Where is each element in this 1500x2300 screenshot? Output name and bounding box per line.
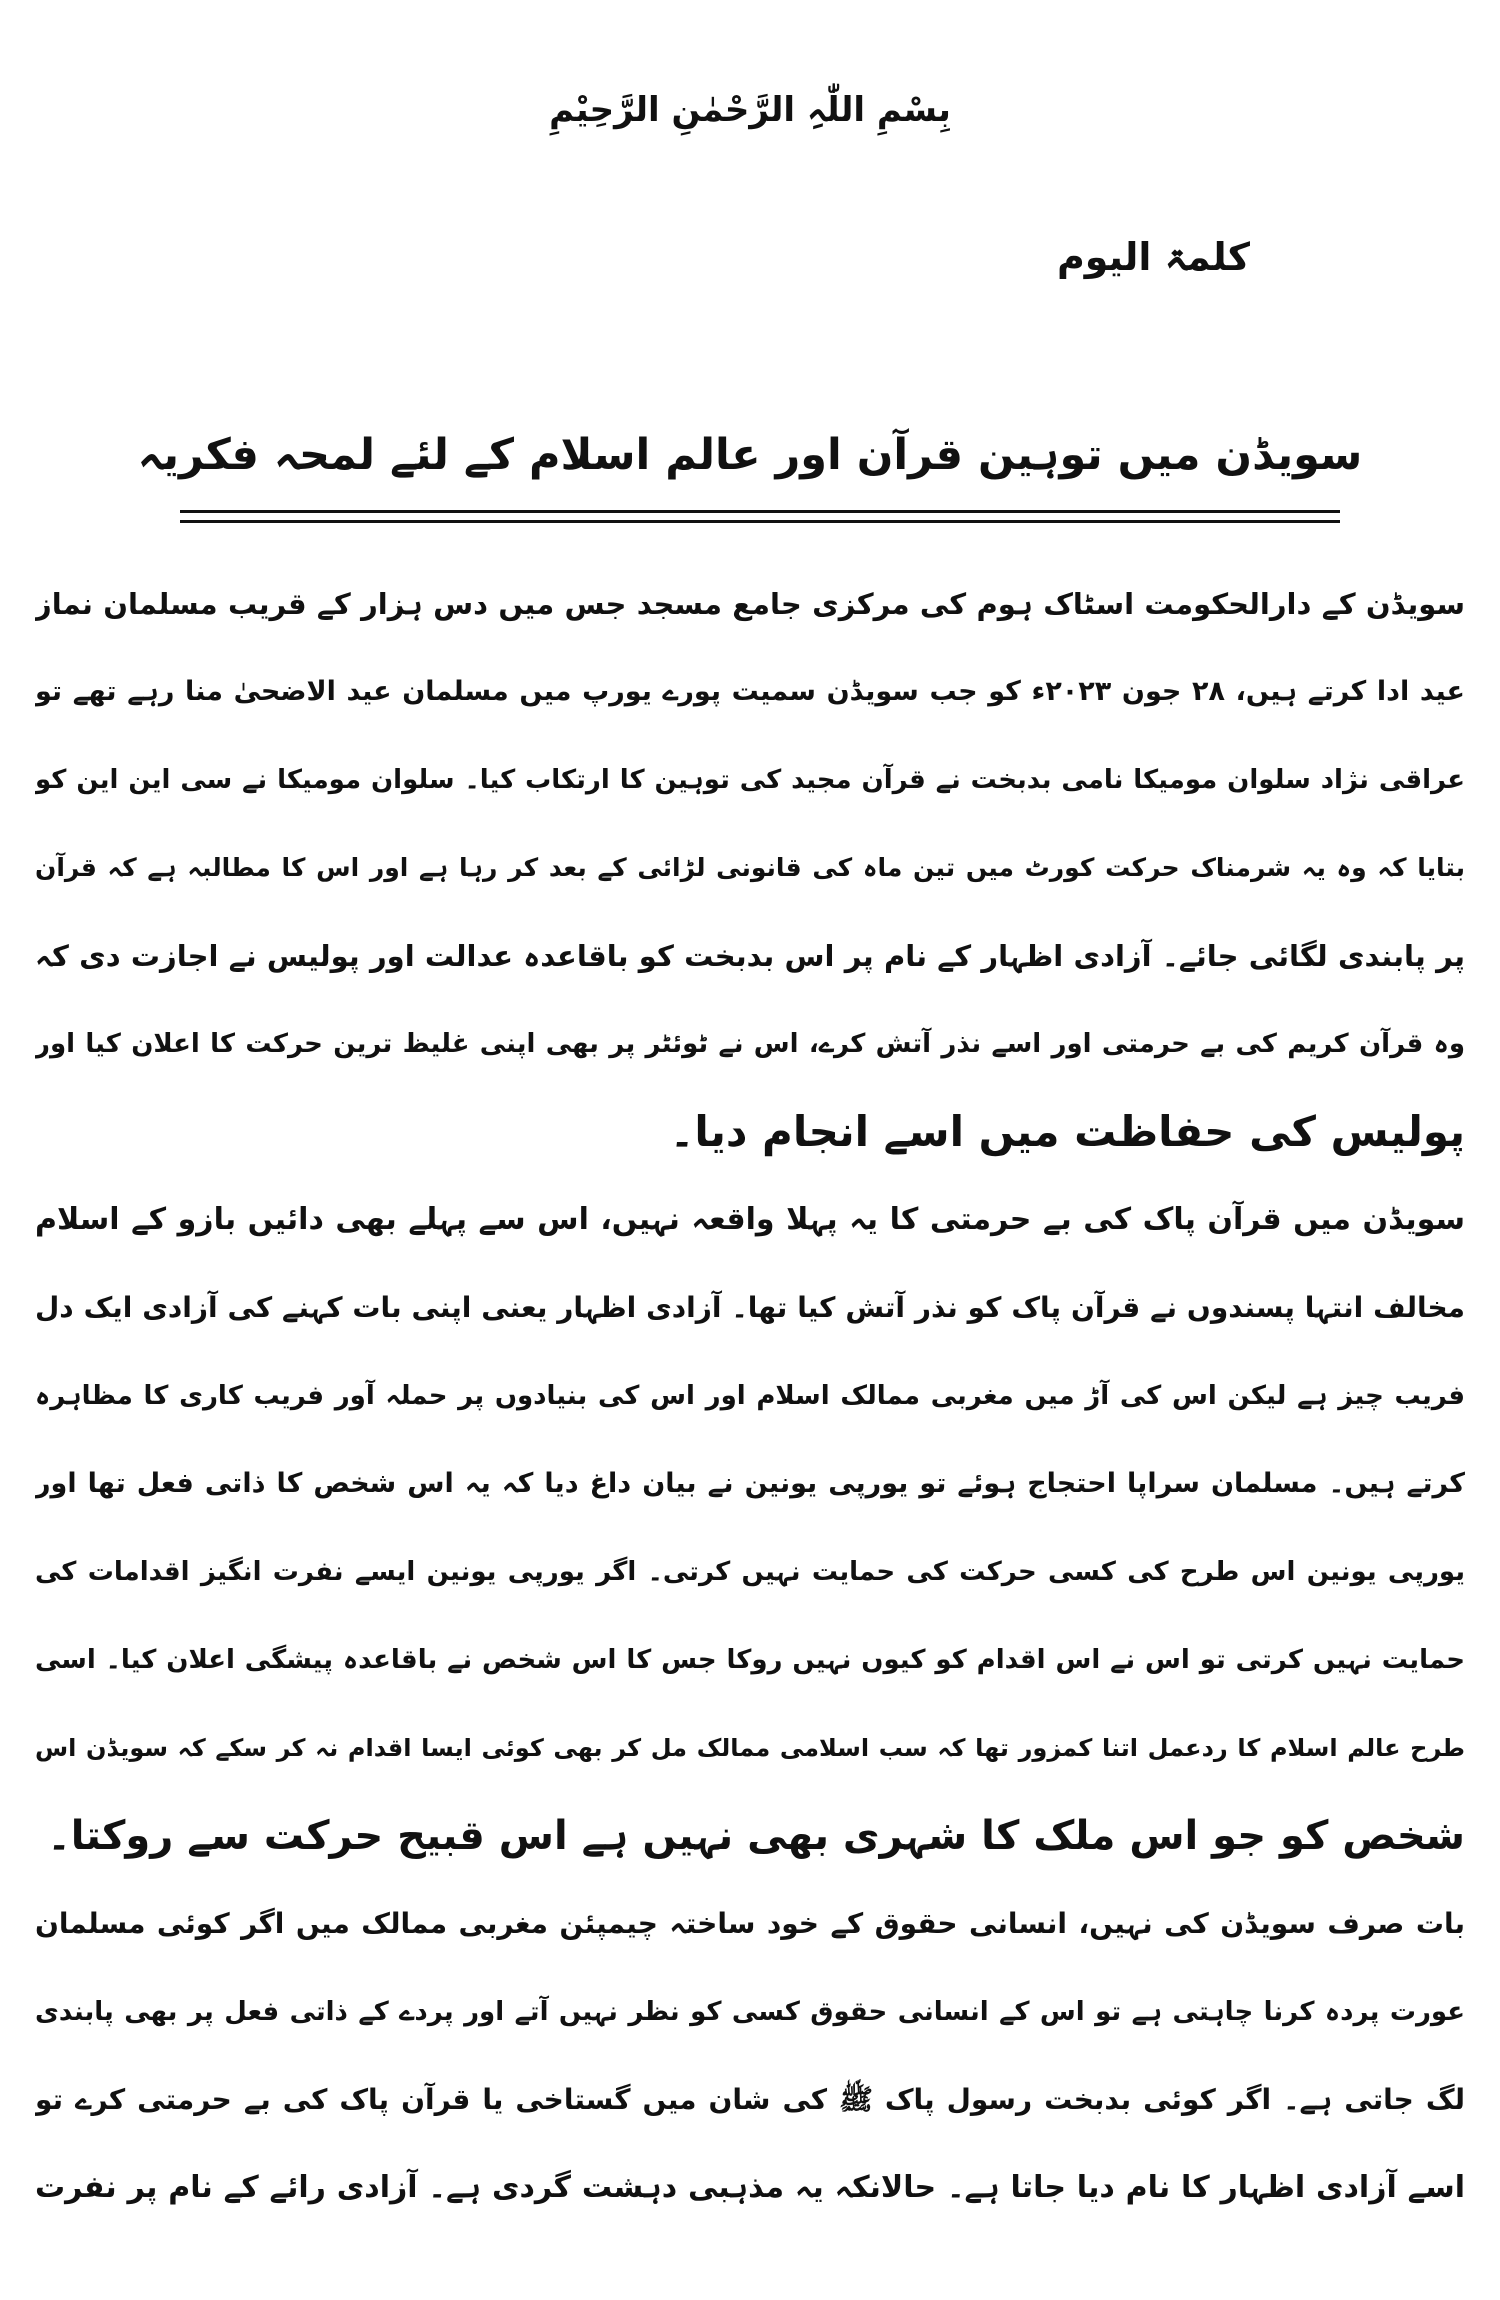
body-line: یورپی یونین اس طرح کی کسی حرکت کی حمایت نہیں کرتی۔ اگر یورپی یونین ایسے نفرت انگیز اقدامات کی <box>35 1557 1465 1587</box>
body-line: شخص کو جو اس ملک کا شہری بھی نہیں ہے اس قبیح حرکت سے روکتا۔ <box>47 1813 1465 1859</box>
article-headline: سویڈن میں توہین قرآن اور عالم اسلام کے لئے لمحہ فکریہ <box>137 430 1363 480</box>
body-line: حمایت نہیں کرتی تو اس نے اس اقدام کو کیوں نہیں روکا جس کا اس شخص نے باقاعدہ پیشگی اعلان کیا۔ اسی <box>35 1645 1465 1675</box>
body-line: وہ قرآن کریم کی بے حرمتی اور اسے نذر آتش کرے، اس نے ٹوئٹر پر بھی اپنی غلیظ ترین حرکت کا اعلان کیا اور <box>35 1029 1465 1059</box>
body-line: اسے آزادی اظہار کا نام دیا جاتا ہے۔ حالانکہ یہ مذہبی دہشت گردی ہے۔ آزادی رائے کے نام پر نفرت <box>35 2170 1465 2205</box>
headline-rule-bottom <box>180 520 1340 523</box>
body-line: عید ادا کرتے ہیں، ۲۸ جون ۲۰۲۳ء کو جب سویڈن سمیت پورے یورپ میں مسلمان عید الاضحیٰ منا رہے تھے تو <box>35 676 1465 707</box>
headline-rule-top <box>180 510 1340 513</box>
body-line: عراقی نژاد سلوان مومیکا نامی بدبخت نے قرآن مجید کی توہین کا ارتکاب کیا۔ سلوان مومیکا نے سی این این کو <box>35 765 1465 795</box>
body-line: کرتے ہیں۔ مسلمان سراپا احتجاج ہوئے تو یورپی یونین نے بیان داغ دیا کہ یہ اس شخص کا ذاتی فعل تھا اور <box>35 1468 1465 1499</box>
body-line: بتایا کہ وہ یہ شرمناک حرکت کورٹ میں تین ماہ کی قانونی لڑائی کے بعد کر رہا ہے اور اس کا مطالبہ ہے کہ قرآن <box>35 853 1465 882</box>
section-label: کلمۃ الیوم <box>1056 235 1250 279</box>
body-line: فریب چیز ہے لیکن اس کی آڑ میں مغربی ممالک اسلام اور اس کی بنیادوں پر حملہ آور فریب کاری کا مظاہرہ <box>35 1381 1465 1411</box>
basmala-heading: بِسْمِ اللّٰہِ الرَّحْمٰنِ الرَّحِیْمِ <box>549 90 951 130</box>
body-line: مخالف انتہا پسندوں نے قرآن پاک کو نذر آتش کیا تھا۔ آزادی اظہار یعنی اپنی بات کہنے کی آزادی ایک دل <box>35 1291 1465 1324</box>
body-line: لگ جاتی ہے۔ اگر کوئی بدبخت رسول پاک ﷺ کی شان میں گستاخی یا قرآن پاک کی بے حرمتی کرے تو <box>35 2083 1465 2116</box>
body-line: عورت پردہ کرنا چاہتی ہے تو اس کے انسانی حقوق کسی کو نظر نہیں آتے اور پردے کے ذاتی فعل پر بھی پابندی <box>35 1997 1465 2027</box>
article-body <box>35 560 1465 2232</box>
body-line: پولیس کی حفاظت میں اسے انجام دیا۔ <box>669 1107 1465 1156</box>
body-line: سویڈن میں قرآن پاک کی بے حرمتی کا یہ پہلا واقعہ نہیں، اس سے پہلے بھی دائیں بازو کے اسلام <box>35 1202 1465 1237</box>
body-line: پر پابندی لگائی جائے۔ آزادی اظہار کے نام پر اس بدبخت کو باقاعدہ عدالت اور پولیس نے اجازت دی کہ <box>35 939 1465 973</box>
body-line: بات صرف سویڈن کی نہیں، انسانی حقوق کے خود ساختہ چیمپئن مغربی ممالک میں اگر کوئی مسلمان <box>35 1907 1465 1940</box>
body-line: طرح عالم اسلام کا ردعمل اتنا کمزور تھا کہ سب اسلامی ممالک مل کر بھی کوئی ایسا اقدام نہ کر سکے کہ سویڈن اس <box>35 1734 1465 1762</box>
body-line: سویڈن کے دارالحکومت اسٹاک ہوم کی مرکزی جامع مسجد جس میں دس ہزار کے قریب مسلمان نماز <box>35 587 1465 621</box>
